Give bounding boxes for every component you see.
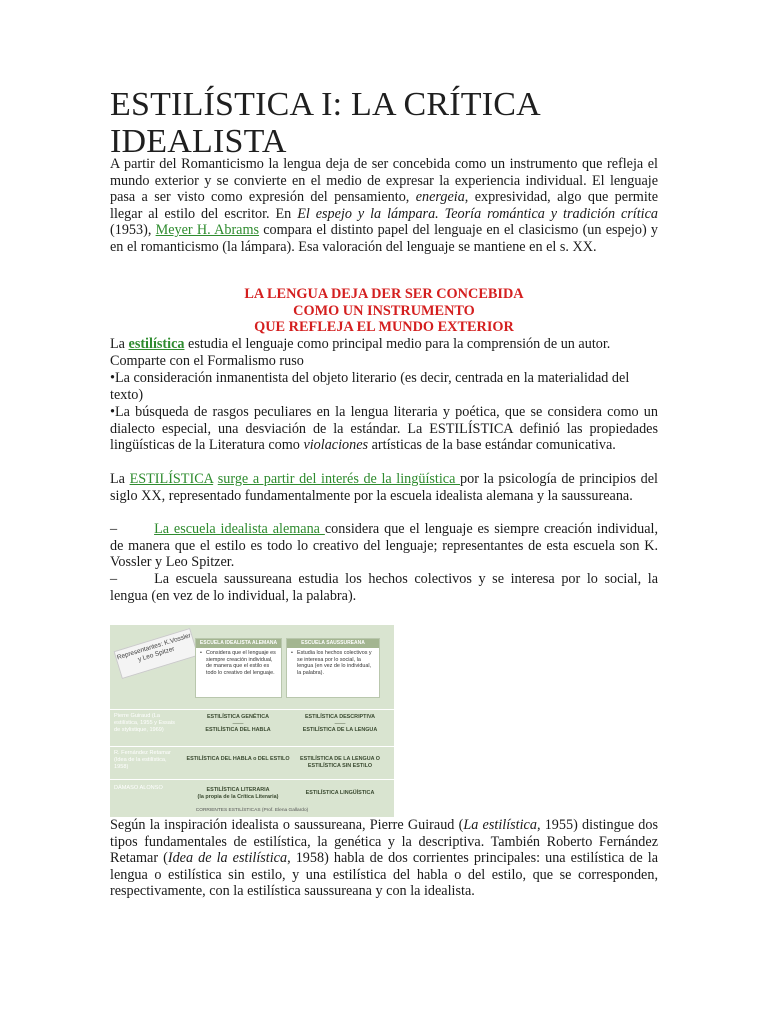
guiraud-text: , 1955) distingue dos tipos fundamentales de estilística, la genética y la descriptiva. También Roberto Fernández Retamar ( (110, 817, 658, 867)
guiraud-paragraph (110, 817, 658, 900)
cell-line: ESTILÍSTICA DEL HABLA (205, 727, 271, 734)
intro-italic-book: El espejo y la lámpara. Teoría romántica y tradición crítica (297, 205, 658, 222)
cell-line: ESTILÍSTICA DE LA LENGUA (302, 727, 378, 734)
speech-stylistics-cell: ESTILÍSTICA DEL HABLA o DEL ESTILO (186, 756, 290, 762)
language-stylistics-cell: ESTILÍSTICA DE LA LENGUA O ESTILÍSTICA SIN ESTILO (300, 756, 380, 769)
representatives-note: Representantes: K.Vossler y Leo Spitzer (114, 628, 199, 679)
stylistics-text: estudia el lenguaje como principal medio para la comprensión de un autor. Comparte con el Formalismo ruso (110, 336, 611, 369)
intro-paragraph (110, 156, 658, 256)
heading-line-3: QUE REFLEJA EL MUNDO EXTERIOR (254, 319, 514, 336)
saussurean-text: La escuela saussureana estudia los hechos colectivos y se interesa por lo social, la lengua (en vez de lo individual, la palabra). (110, 571, 658, 604)
row-divider (110, 709, 394, 710)
cell-line: (la propia de la Crítica Literaria) (197, 793, 279, 800)
cell-line: ESTILÍSTICA LITERARIA (206, 787, 270, 793)
saussurean-box-header: ESCUELA SAUSSUREANA (287, 639, 379, 648)
stylistics-currents-figure (110, 625, 394, 817)
dash-marker: – (110, 521, 118, 537)
origin-text: por la psicología de principios del siglo XX, representado fundamentalmente por la escuela idealista alemana y la saussureana. (110, 471, 659, 504)
linguistic-stylistics-cell: ESTILÍSTICA LINGÜÍSTICA (305, 790, 375, 796)
estilistica-upper-link[interactable]: ESTILÍSTICA (129, 471, 214, 487)
intro-text: , expresividad, algo que permite llegar al estilo del escritor. En (110, 189, 659, 222)
idealist-school-link[interactable]: La escuela idealista alemana (154, 521, 325, 537)
genetic-stylistics-cell (186, 714, 290, 734)
guiraud-italic-book: La estilística (463, 817, 537, 833)
intro-text: A partir del Romanticismo la lengua deja de ser concebida como un instrumento que refleja el mundo exterior y se convierte en el medio de expresar la experiencia individual. El lenguaje pasa a ser visto como expresión del pensamiento, (110, 156, 658, 206)
guiraud-text: , 1958) habla de dos corrientes principales: una estilística de la lengua o estilística sin estilo, y una estilística del habla o del estilo, que se corresponden, respectivamente, con la estilística saussureana y con la idealista. (110, 850, 658, 900)
cell-line: ESTILÍSTICA DESCRIPTIVA (304, 714, 376, 720)
stylistics-paragraph (110, 336, 658, 369)
row-divider (110, 779, 394, 780)
idealist-box-header: ESCUELA IDEALISTA ALEMANA (196, 639, 281, 648)
heading-line-2: COMO UN INSTRUMENTO (293, 302, 475, 319)
origin-paragraph (110, 471, 658, 504)
idealist-school-box (195, 638, 282, 698)
idealist-box-body: • Considera que el lenguaje es siempre creación individual, de manera que el estilo es todo lo creativo del lenguaje. (196, 648, 281, 676)
saussurean-school-box (286, 638, 380, 698)
bullet-text: artísticas de la base estándar comunicativa. (368, 437, 616, 454)
guiraud-text: Según la inspiración idealista o saussureana, Pierre Guiraud ( (110, 817, 464, 833)
estilistica-link[interactable]: estilística (128, 336, 185, 352)
intro-text: compara el distinto papel del lenguaje en el clasicismo (un espejo) y en el romanticismo (la lámpara). Esa valoración del lenguaje se mantiene en el s. XX. (110, 222, 658, 255)
intro-text: (1953), (110, 222, 156, 239)
page-title: ESTILÍSTICA I: LA CRÍTICA IDEALISTA (110, 86, 540, 160)
dash-marker: – (110, 571, 118, 587)
bullet-immanentist: •La consideración inmanentista del objeto literario (es decir, centrada en la materialidad del texto) (110, 370, 630, 403)
alonso-label: DÁMASO ALONSO (114, 785, 163, 791)
bullet-text: •La búsqueda de rasgos peculiares en la lengua literaria y poética, que se considera como un dialecto especial, una desviación de la estándar. La ESTILÍSTICA definió las propiedades lingüísticas de la Literatura como (110, 404, 658, 454)
figure-caption: CORRIENTES ESTILÍSTICAS (Prof. Elena Gallardo) (195, 808, 309, 813)
cell-separator: —— (232, 720, 244, 727)
guiraud-label: Pierre Guiraud (La estilística, 1955 y Essais de stylistique, 1969) (114, 713, 175, 733)
abrams-link[interactable]: Meyer H. Abrams (155, 222, 260, 239)
idealist-text: considera que el lenguaje es siempre creación individual, de manera que el estilo es todo lo creativo del lenguaje; representantes de esta escuela son K. Vossler y Leo Spitzer. (110, 521, 658, 571)
heading-line-1: LA LENGUA DEJA DER SER CONCEBIDA (244, 286, 524, 302)
retamar-italic-book: Idea de la estilística (167, 850, 288, 867)
literary-stylistics-cell (186, 787, 290, 800)
origin-text: La (110, 471, 130, 487)
idealist-school-paragraph (110, 521, 658, 571)
cell-line: ESTILÍSTICA GENÉTICA (206, 714, 270, 720)
descriptive-stylistics-cell (288, 714, 392, 734)
bullet-italic-violaciones: violaciones (303, 437, 369, 454)
cell-separator: —— (334, 720, 346, 727)
highlight-headings (110, 286, 658, 336)
saussurean-school-paragraph (110, 571, 658, 604)
saussurean-box-body: • Estudia los hechos colectivos y se interesa por lo social, la lengua (en vez de lo individual, la palabra). (287, 648, 379, 676)
bullet-peculiar-features (110, 404, 658, 454)
intro-italic-energeia: energeia (415, 189, 465, 206)
linguistics-interest-link[interactable]: surge a partir del interés de la lingüística (217, 471, 461, 487)
row-divider (110, 746, 394, 747)
retamar-label: R. Fernández Retamar (Idea de la estilística, 1958) (114, 750, 171, 770)
stylistics-text: La (110, 336, 129, 352)
